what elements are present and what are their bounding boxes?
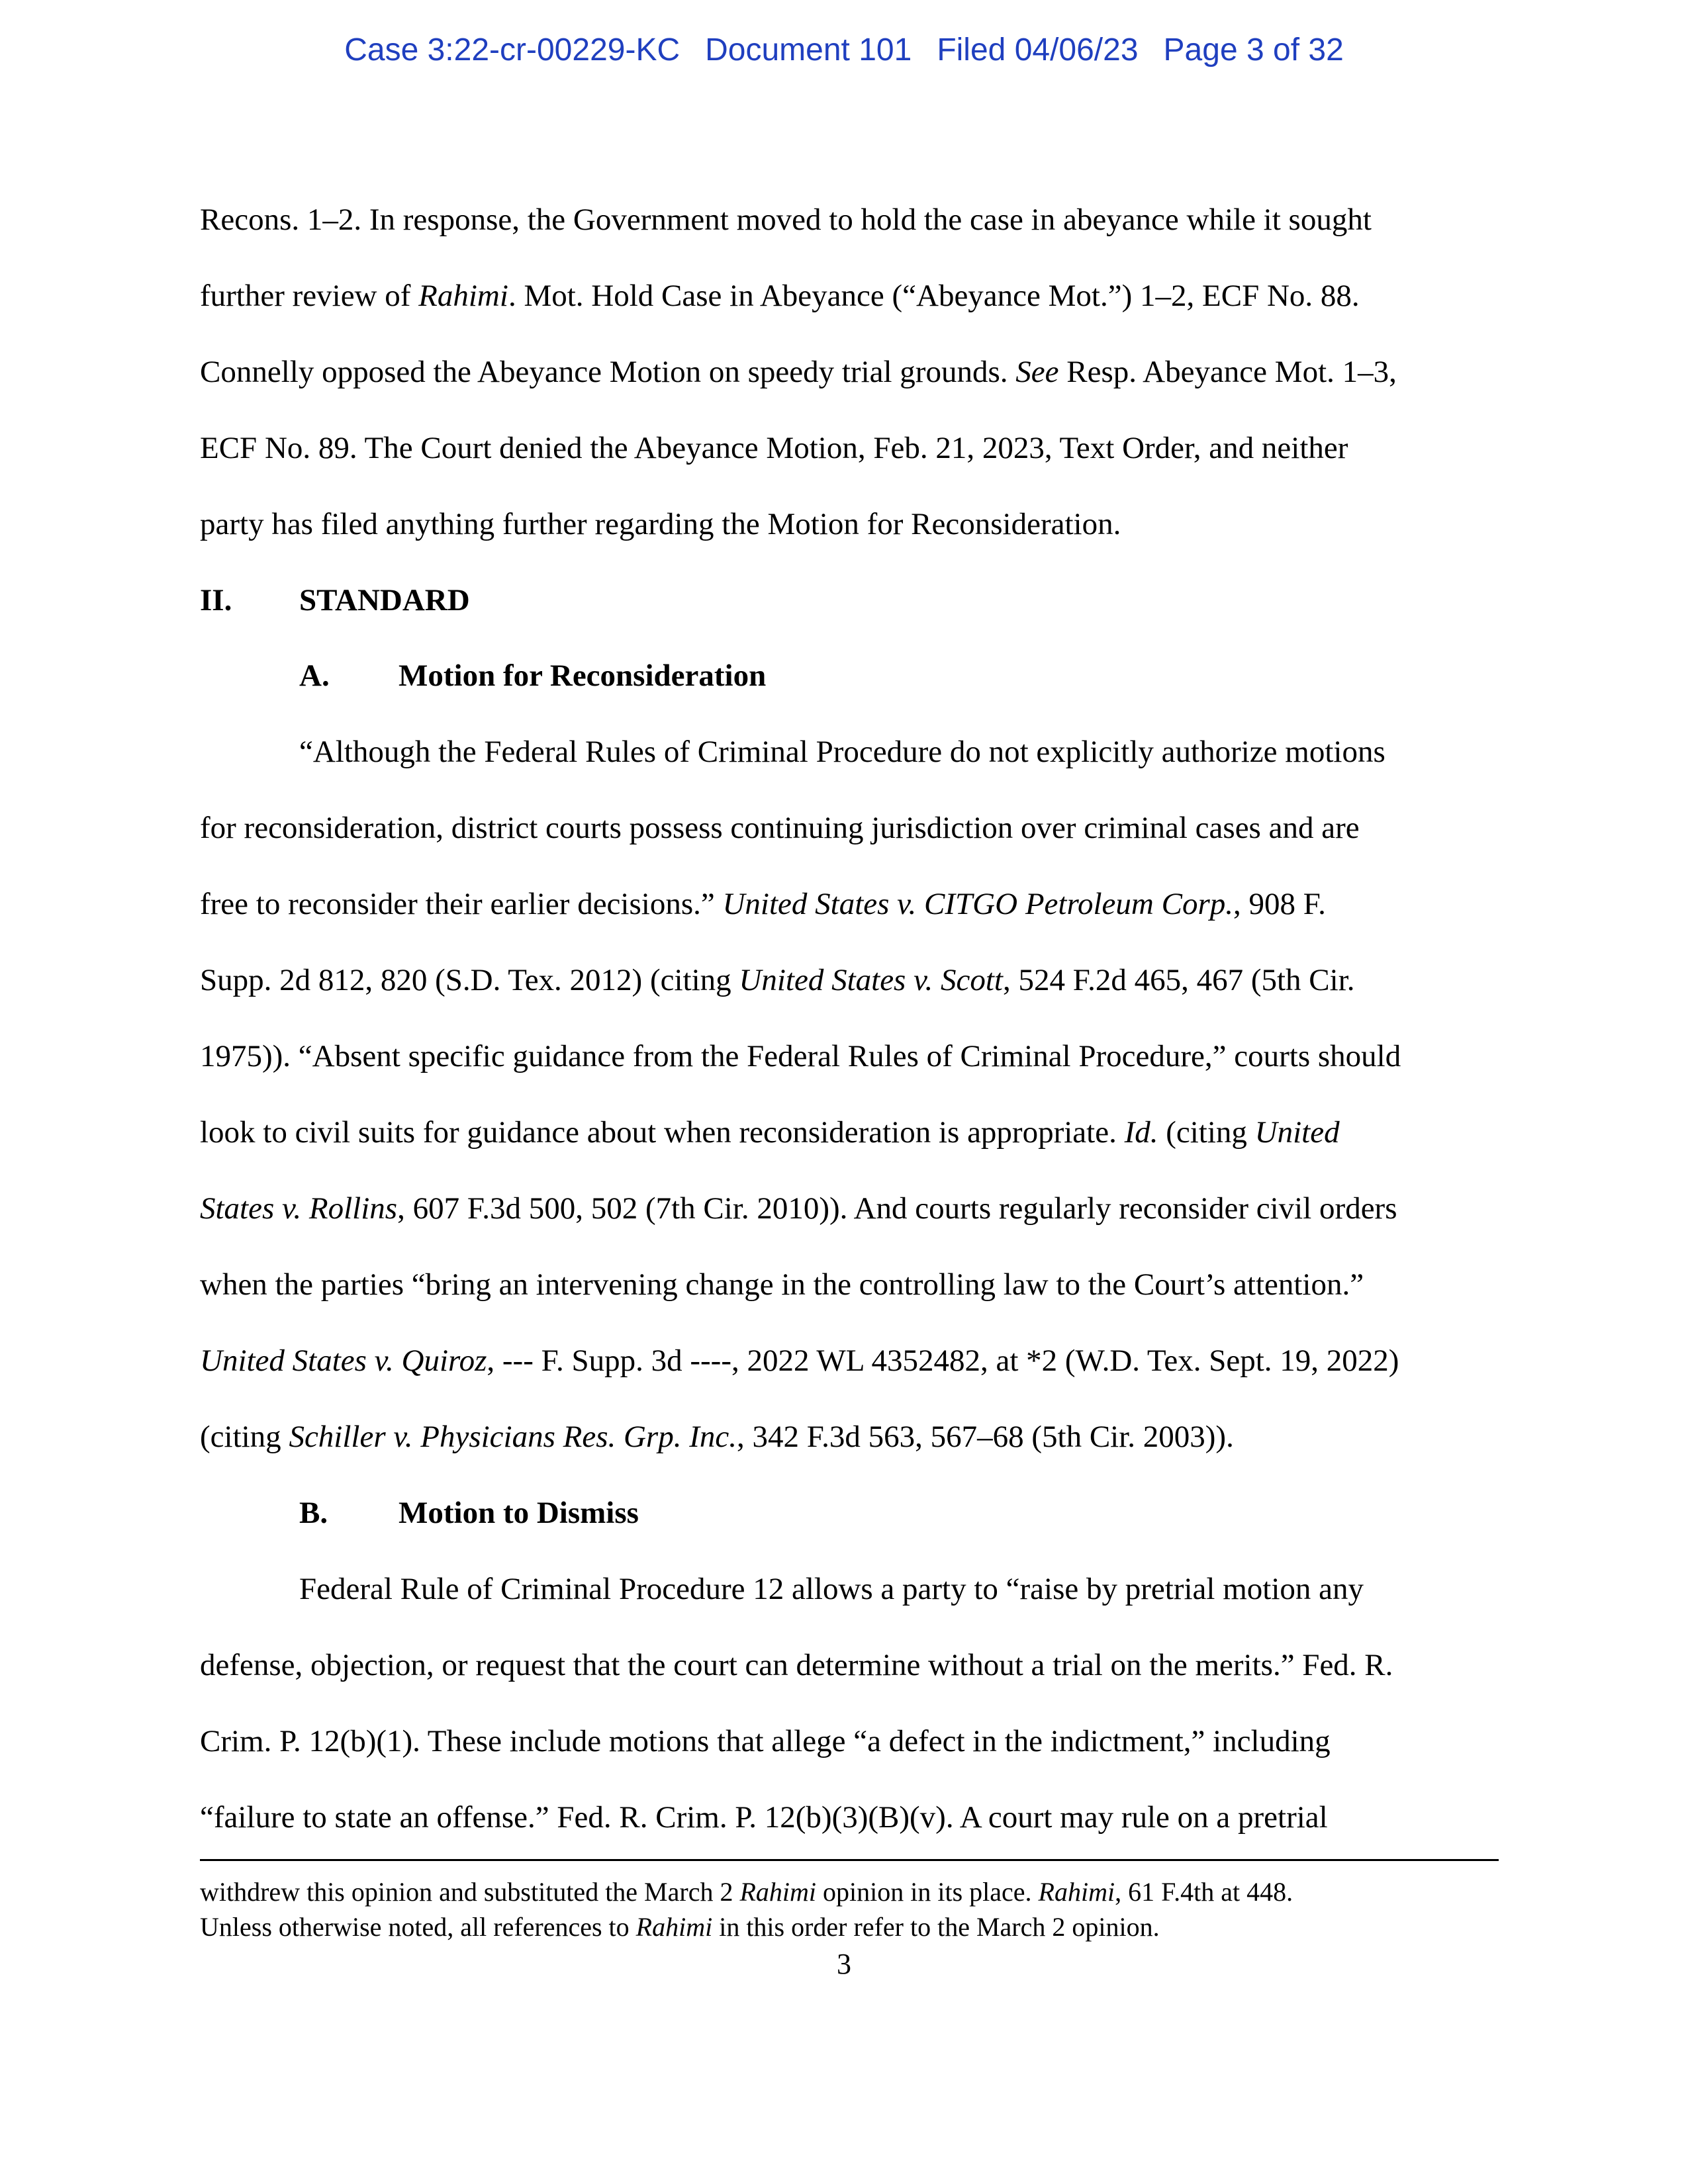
header-page-count: Page 3 of 32 [1163,32,1344,68]
text-run: look to civil suits for guidance about when reconsideration is appropriate. [200,1115,1125,1150]
text-run: Unless otherwise noted, all references to [200,1912,636,1942]
text-run: . Mot. Hold Case in Abeyance (“Abeyance Mot.”) 1–2, ECF No. 88. [508,279,1360,313]
document-header [0,32,1688,68]
subsection-heading [299,1493,639,1533]
paragraph-line [200,1189,1397,1228]
paragraph-line [200,276,1360,316]
subsection-title: Motion to Dismiss [399,1496,639,1530]
paragraph-line: for reconsideration, district courts possess continuing jurisdiction over criminal cases and are [200,811,1360,845]
section-heading [200,580,470,620]
text-run: , 524 F.2d 465, 467 (5th Cir. [1002,963,1355,997]
section-number: II. [200,583,232,617]
paragraph-line: “Although the Federal Rules of Criminal Procedure do not explicitly authorize motions [299,735,1385,769]
text-run: (citing [200,1420,289,1454]
paragraph-line: when the parties “bring an intervening change in the controlling law to the Court’s attention.” [200,1267,1364,1302]
subsection-title: Motion for Reconsideration [399,659,767,693]
text-run: , 908 F. [1233,887,1326,921]
text-run: , 607 F.3d 500, 502 (7th Cir. 2010)). And courts regularly reconsider civil orders [397,1191,1397,1226]
header-document-number: Document 101 [705,32,912,68]
case-name: States v. Rollins [200,1191,398,1226]
text-run: , 61 F.4th at 448. [1115,1877,1293,1907]
header-case-number: Case 3:22-cr-00229-KC [344,32,680,68]
paragraph-line: defense, objection, or request that the court can determine without a trial on the merits.” Fed. R. [200,1648,1393,1682]
case-name: Rahimi [1038,1877,1115,1907]
case-name: United [1254,1115,1340,1150]
paragraph-line [200,1113,1340,1152]
subsection-heading [299,656,766,696]
text-run: , 342 F.3d 563, 567–68 (5th Cir. 2003)). [736,1420,1234,1454]
paragraph-line: Recons. 1–2. In response, the Government moved to hold the case in abeyance while it sought [200,203,1372,237]
footnote-line [200,1910,1160,1944]
footnote-line [200,1875,1293,1909]
paragraph-line: ECF No. 89. The Court denied the Abeyance Motion, Feb. 21, 2023, Text Order, and neither [200,431,1348,465]
case-name: Rahimi [418,279,508,313]
paragraph-line: 1975)). “Absent specific guidance from the Federal Rules of Criminal Procedure,” courts should [200,1039,1401,1073]
paragraph-line [200,884,1326,924]
paragraph-line [200,1417,1234,1457]
text-run: (citing [1158,1115,1255,1150]
text-run: withdrew this opinion and substituted the March 2 [200,1877,740,1907]
text-run: in this order refer to the March 2 opinion. [712,1912,1160,1942]
paragraph-line: Federal Rule of Criminal Procedure 12 allows a party to “raise by pretrial motion any [299,1572,1364,1606]
signal-word: See [1015,355,1059,389]
case-name: Rahimi [739,1877,816,1907]
case-name: United States v. Quiroz [200,1343,487,1378]
paragraph-line: party has filed anything further regarding the Motion for Reconsideration. [200,507,1121,541]
subsection-letter: A. [299,659,330,693]
header-filed-date: Filed 04/06/23 [937,32,1139,68]
text-run: free to reconsider their earlier decisions.” [200,887,723,921]
case-name: Rahimi [635,1912,713,1942]
case-name: United States v. Scott [739,963,1003,997]
case-name: United States v. CITGO Petroleum Corp. [722,887,1233,921]
footnote-separator [200,1859,1499,1861]
paragraph-line: Crim. P. 12(b)(1). These include motions that allege “a defect in the indictment,” including [200,1724,1331,1758]
text-run: opinion in its place. [816,1877,1039,1907]
page-number: 3 [837,1948,851,1980]
text-run: Supp. 2d 812, 820 (S.D. Tex. 2012) (citing [200,963,739,997]
subsection-letter: B. [299,1496,328,1530]
paragraph-line: “failure to state an offense.” Fed. R. Crim. P. 12(b)(3)(B)(v). A court may rule on a pretrial [200,1800,1328,1835]
case-name: Schiller v. Physicians Res. Grp. Inc. [289,1420,737,1454]
citation-signal: Id. [1124,1115,1158,1150]
paragraph-line [200,1341,1399,1381]
text-run: further review of [200,279,419,313]
paragraph-line [200,960,1355,1000]
paragraph-line [200,352,1397,392]
text-run: Resp. Abeyance Mot. 1–3, [1058,355,1397,389]
section-title: STANDARD [299,583,470,617]
text-run: Connelly opposed the Abeyance Motion on speedy trial grounds. [200,355,1016,389]
text-run: , --- F. Supp. 3d ----, 2022 WL 4352482, at *2 (W.D. Tex. Sept. 19, 2022) [487,1343,1399,1378]
